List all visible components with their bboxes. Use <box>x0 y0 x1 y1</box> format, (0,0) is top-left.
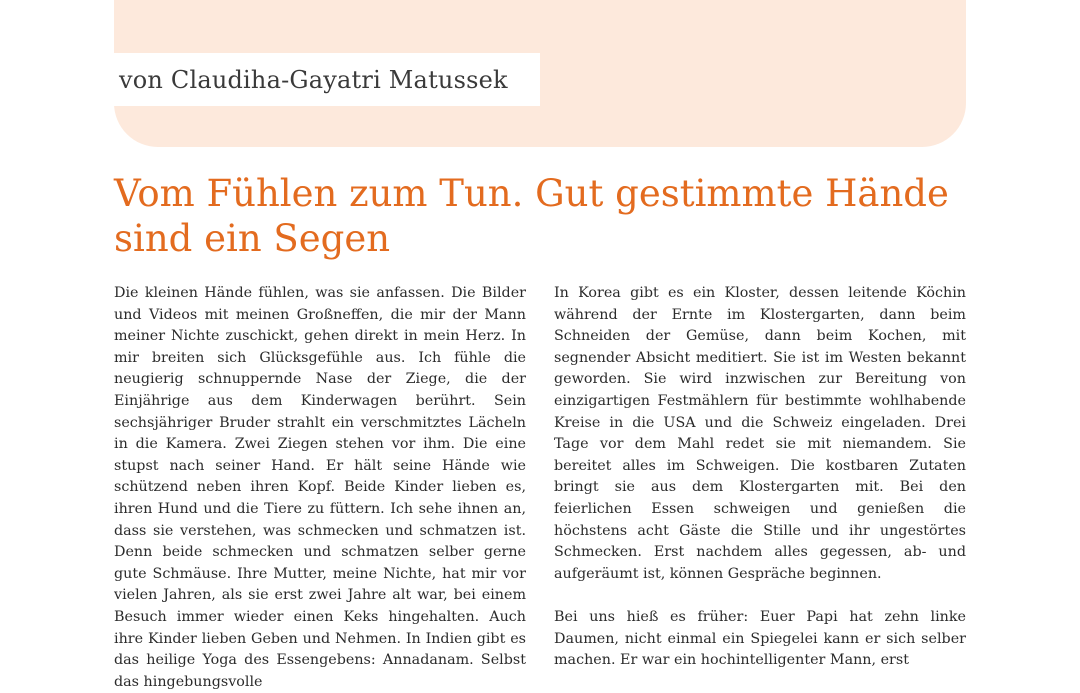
text-column-left <box>114 283 526 693</box>
author-byline: von Claudiha-Gayatri Matussek <box>119 65 508 94</box>
paragraph: Die kleinen Hände fühlen, was sie anfassen. Die Bilder und Videos mit meinen Großneffen, die mir der Mann meiner Nichte zuschickt, gehen direkt in mein Herz. In mir breiten sich Glücksgefühle aus. Ich fühle die neugierig schnuppernde Nase der Ziege, die der Einjährige aus dem Kinderwagen berührt. Sein sechsjähriger Bruder strahlt ein verschmitztes Lächeln in die Kamera. Zwei Ziegen stehen vor ihm. Die eine stupst nach seiner Hand. Er hält seine Hände wie schützend neben ihren Kopf. Beide Kinder lieben es, ihren Hund und die Tiere zu füttern. Ich sehe ihnen an, dass sie verstehen, was schmecken und schmatzen ist. Denn beide schmecken und schmatzen selber gerne gute Schmäuse. Ihre Mutter, meine Nichte, hat mir vor vielen Jahren, als sie erst zwei Jahre alt war, bei einem Besuch immer wieder einen Keks hingehalten. Auch ihre Kinder lieben Geben und Nehmen. In Indien gibt es das heilige Yoga des Essengebens: Annadanam. Selbst das hingebungsvolle <box>114 285 526 690</box>
paragraph: Bei uns hieß es früher: Euer Papi hat zehn linke Daumen, nicht einmal ein Spiegelei kann er sich selber machen. Er war ein hochintelligenter Mann, erst <box>554 608 966 669</box>
author-box <box>114 53 540 106</box>
article-title: Vom Fühlen zum Tun. Gut gestimmte Hände sind ein Segen <box>114 172 949 260</box>
text-column-right <box>554 283 966 672</box>
paragraph: In Korea gibt es ein Kloster, dessen leitende Köchin während der Ernte im Klostergarten, dann beim Schneiden der Gemüse, dann beim Kochen, mit segnender Absicht meditiert. Sie ist im Westen bekannt geworden. Sie wird inzwischen zur Bereitung von einzigartigen Festmählern für bestimmte wohlhabende Kreise in die USA und die Schweiz eingeladen. Drei Tage vor dem Mahl redet sie mit niemandem. Sie bereitet alles im Schweigen. Die kostbaren Zutaten bringt sie aus dem Klostergarten mit. Bei den feierlichen Essen schweigen und genießen die höchstens acht Gäste die Stille und ihr ungestörtes Schmecken. Erst nachdem alles gegessen, ab- und aufgeräumt ist, können Gespräche beginnen. <box>554 285 966 582</box>
